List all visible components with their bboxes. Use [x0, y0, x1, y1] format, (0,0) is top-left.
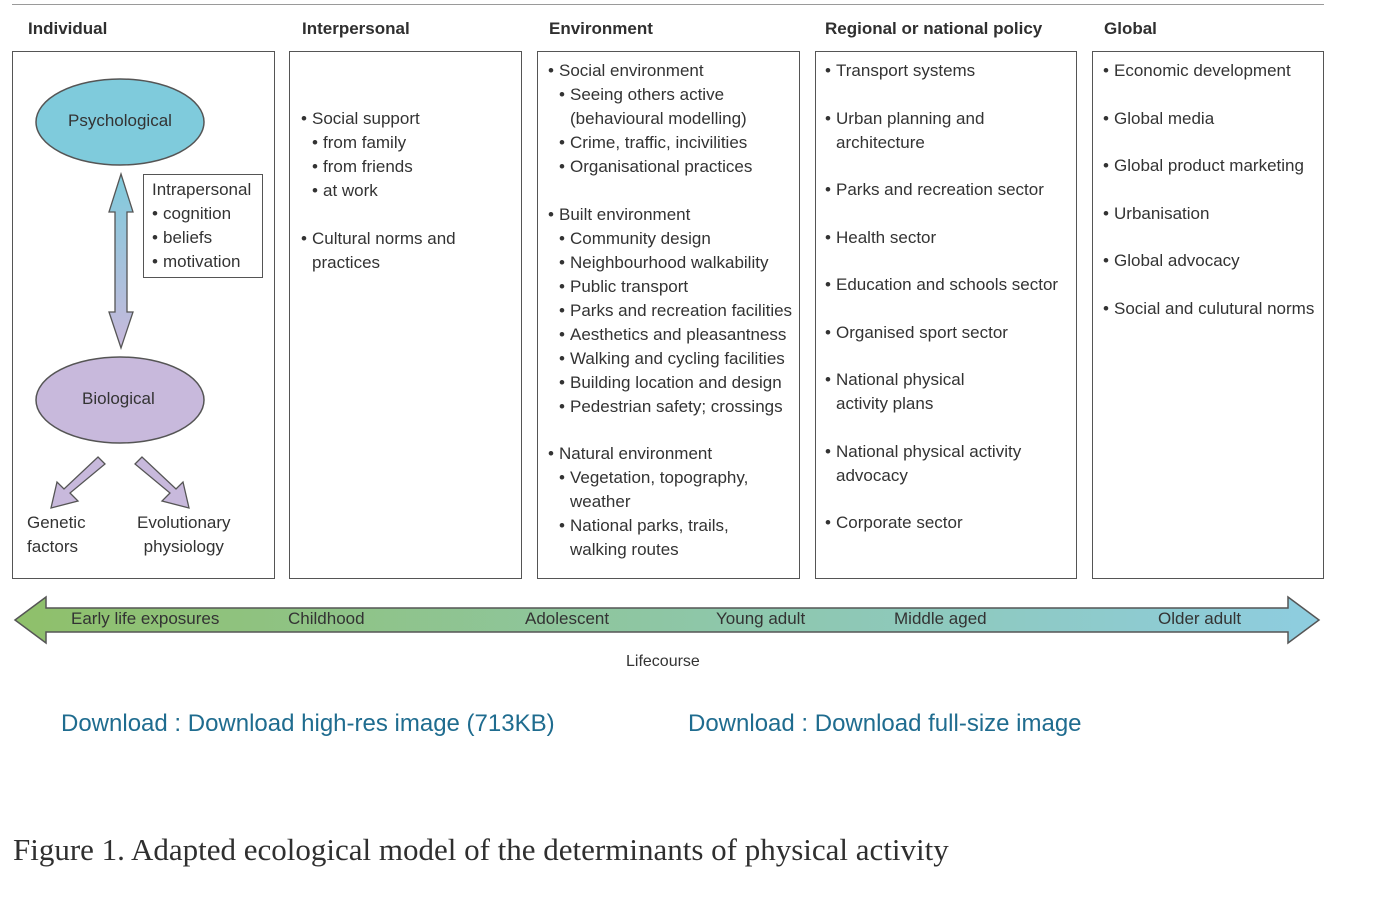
list-item: • Aesthetics and pleasantness: [548, 323, 792, 347]
list-item: • Education and schools sector: [825, 273, 1058, 297]
list-item: • Pedestrian safety; crossings: [548, 395, 792, 419]
list-item: • Crime, traffic, incivilities: [548, 131, 792, 155]
header-policy: Regional or national policy: [825, 19, 1043, 38]
list-item: weather: [570, 492, 631, 511]
psychological-label: Psychological: [68, 111, 172, 130]
header-global: Global: [1104, 19, 1157, 38]
environment-list: [548, 59, 792, 562]
list-item: • Vegetation, topography,: [548, 466, 792, 490]
list-item: architecture: [836, 132, 925, 152]
stage-childhood: Childhood: [288, 609, 365, 628]
list-item: • National physical activity: [825, 440, 1058, 464]
list-item: • National physical: [825, 368, 1058, 392]
download-full-size-link[interactable]: Download : Download full-size image: [688, 710, 1082, 737]
evolutionary-physiology-label: Evolutionary physiology: [137, 513, 231, 556]
list-item: • Organised sport sector: [825, 321, 1058, 345]
list-item: walking routes: [570, 540, 679, 559]
list-item: Intrapersonal: [152, 180, 252, 199]
biological-label: Biological: [82, 389, 155, 408]
stage-early-life: Early life exposures: [71, 609, 220, 628]
stage-older-adult: Older adult: [1158, 609, 1242, 628]
list-item: practices: [312, 252, 381, 272]
list-item: • Urban planning and: [825, 107, 1058, 131]
list-item: (behavioural modelling): [570, 109, 747, 128]
interpersonal-list: [301, 107, 456, 275]
header-individual: Individual: [28, 19, 108, 38]
genetic-factors-label: Genetic factors: [27, 513, 86, 556]
list-item: • motivation: [152, 250, 262, 274]
list-item: • Public transport: [548, 275, 792, 299]
arrow-evolutionary: [135, 457, 189, 508]
list-item: • at work: [301, 179, 456, 203]
list-item: • Health sector: [825, 226, 1058, 250]
list-item: • Cultural norms and: [301, 227, 456, 251]
list-item: • Transport systems: [825, 59, 1058, 83]
stage-adolescent: Adolescent: [525, 609, 610, 628]
list-item: activity plans: [836, 394, 934, 413]
double-arrow: [109, 174, 133, 348]
list-item: • Corporate sector: [825, 511, 1058, 535]
list-item: • Building location and design: [548, 371, 792, 395]
lifecourse-label: Lifecourse: [626, 653, 700, 670]
list-item: • from friends: [301, 155, 456, 179]
list-item: • National parks, trails,: [548, 514, 792, 538]
header-interpersonal: Interpersonal: [302, 19, 410, 38]
intrapersonal-box: [143, 174, 263, 278]
list-item: • Walking and cycling facilities: [548, 347, 792, 371]
list-item: • Global product marketing: [1103, 154, 1314, 178]
list-item: • beliefs: [152, 226, 262, 250]
list-item: • Social support: [301, 107, 456, 131]
list-item: advocacy: [836, 465, 908, 485]
list-item: • Global advocacy: [1103, 249, 1314, 273]
list-item: • Economic development: [1103, 59, 1314, 83]
policy-list: [825, 59, 1058, 535]
list-item: • Built environment: [548, 203, 792, 227]
figure-caption: Figure 1. Adapted ecological model of the determinants of physical activity: [13, 832, 949, 867]
list-item: • Organisational practices: [548, 155, 792, 179]
list-item: • Natural environment: [548, 442, 792, 466]
list-item: • Social environment: [548, 59, 792, 83]
list-item: • Urbanisation: [1103, 202, 1314, 226]
global-list: [1103, 59, 1314, 321]
list-item: • Neighbourhood walkability: [548, 251, 792, 275]
list-item: • Parks and recreation facilities: [548, 299, 792, 323]
intrapersonal-list: [152, 178, 262, 274]
stage-middle-aged: Middle aged: [894, 609, 987, 628]
list-item: • Global media: [1103, 107, 1314, 131]
stage-young-adult: Young adult: [716, 609, 806, 628]
arrow-genetic: [51, 457, 105, 508]
download-high-res-link[interactable]: Download : Download high-res image (713KB): [61, 710, 555, 737]
list-item: • Community design: [548, 227, 792, 251]
header-environment: Environment: [549, 19, 653, 38]
list-item: • cognition: [152, 202, 262, 226]
list-item: • Social and culutural norms: [1103, 297, 1314, 321]
list-item: • from family: [301, 131, 456, 155]
list-item: • Seeing others active: [548, 83, 792, 107]
list-item: • Parks and recreation sector: [825, 178, 1058, 202]
